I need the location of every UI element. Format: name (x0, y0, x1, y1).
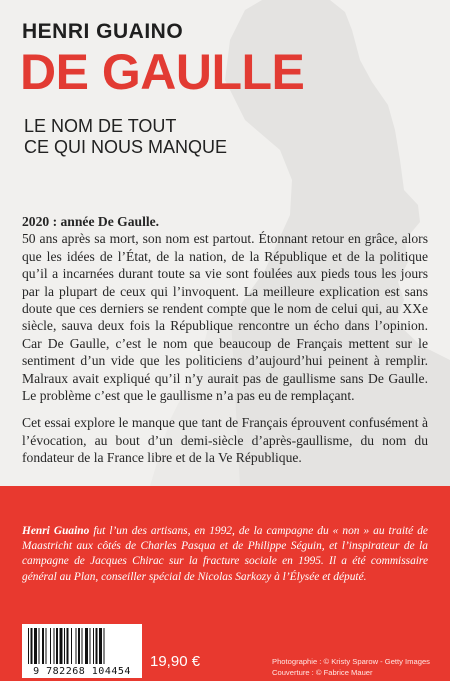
book-title: DE GAULLE (20, 44, 305, 100)
cover-credit: Couverture : © Fabrice Mauer (272, 668, 373, 677)
author-name: HENRI GUAINO (22, 20, 184, 43)
blurb-text (22, 213, 428, 467)
subtitle-line: CE QUI NOUS MANQUE (24, 137, 228, 157)
bio-author-name: Henri Guaino (22, 525, 90, 537)
photo-credit: Photographie : © Kristy Sparow - Getty Images (272, 657, 430, 666)
blurb-paragraph: Cet essai explore le manque que tant de Français éprouvent confusément à l’évocation, au bout d’un demi-siècle d’après-gaullisme, du nom du fondateur de la France libre et de la Ve République. (22, 415, 428, 466)
bio-text: fut l’un des artisans, en 1992, de la campagne du « non » au traité de Maastricht aux côtés de Charles Pasqua et de Philippe Séguin, et l’inspirateur de la campagne de Jacques Chirac sur la fracture sociale en 1995. Il a été commissaire général au Plan, conseiller spécial de Nicolas Sarkozy à l’Élysée et député. (22, 525, 428, 583)
blurb-heading: 2020 : année De Gaulle. (22, 214, 160, 229)
subtitle-line: LE NOM DE TOUT (24, 116, 177, 136)
book-subtitle (24, 116, 227, 158)
credits (272, 656, 430, 678)
blurb-paragraph: 50 ans après sa mort, son nom est partout. Étonnant retour en grâce, alors que les idées de l’État, de la nation, de la République et de la politique qu’il a incarnées durant toute sa vie sont foulées aux pieds tous les jours par la plupart de ceux qui l’invoquent. La meilleure explication est sans doute que ces derniers se rendent compte que le nom de celui qui, au XXe siècle, sauva deux fois la République rencontre un écho dans l’opinion. Car De Gaulle, c’est le nom que beaucoup de Français mettent sur le sentiment d’un vide que les politiciens d’aujourd’hui peinent à remplir. Malraux avait expliqué qu’il n’y aurait pas de gaullisme sans De Gaulle. Le problème c’est que le gaullisme n’a pas eu de remplaçant. (22, 231, 428, 404)
author-bio (22, 524, 428, 585)
isbn-barcode (22, 624, 142, 678)
barcode-bars (28, 628, 136, 664)
isbn-number: 9 782268 104454 (33, 666, 131, 677)
price: 19,90 € (150, 653, 201, 670)
